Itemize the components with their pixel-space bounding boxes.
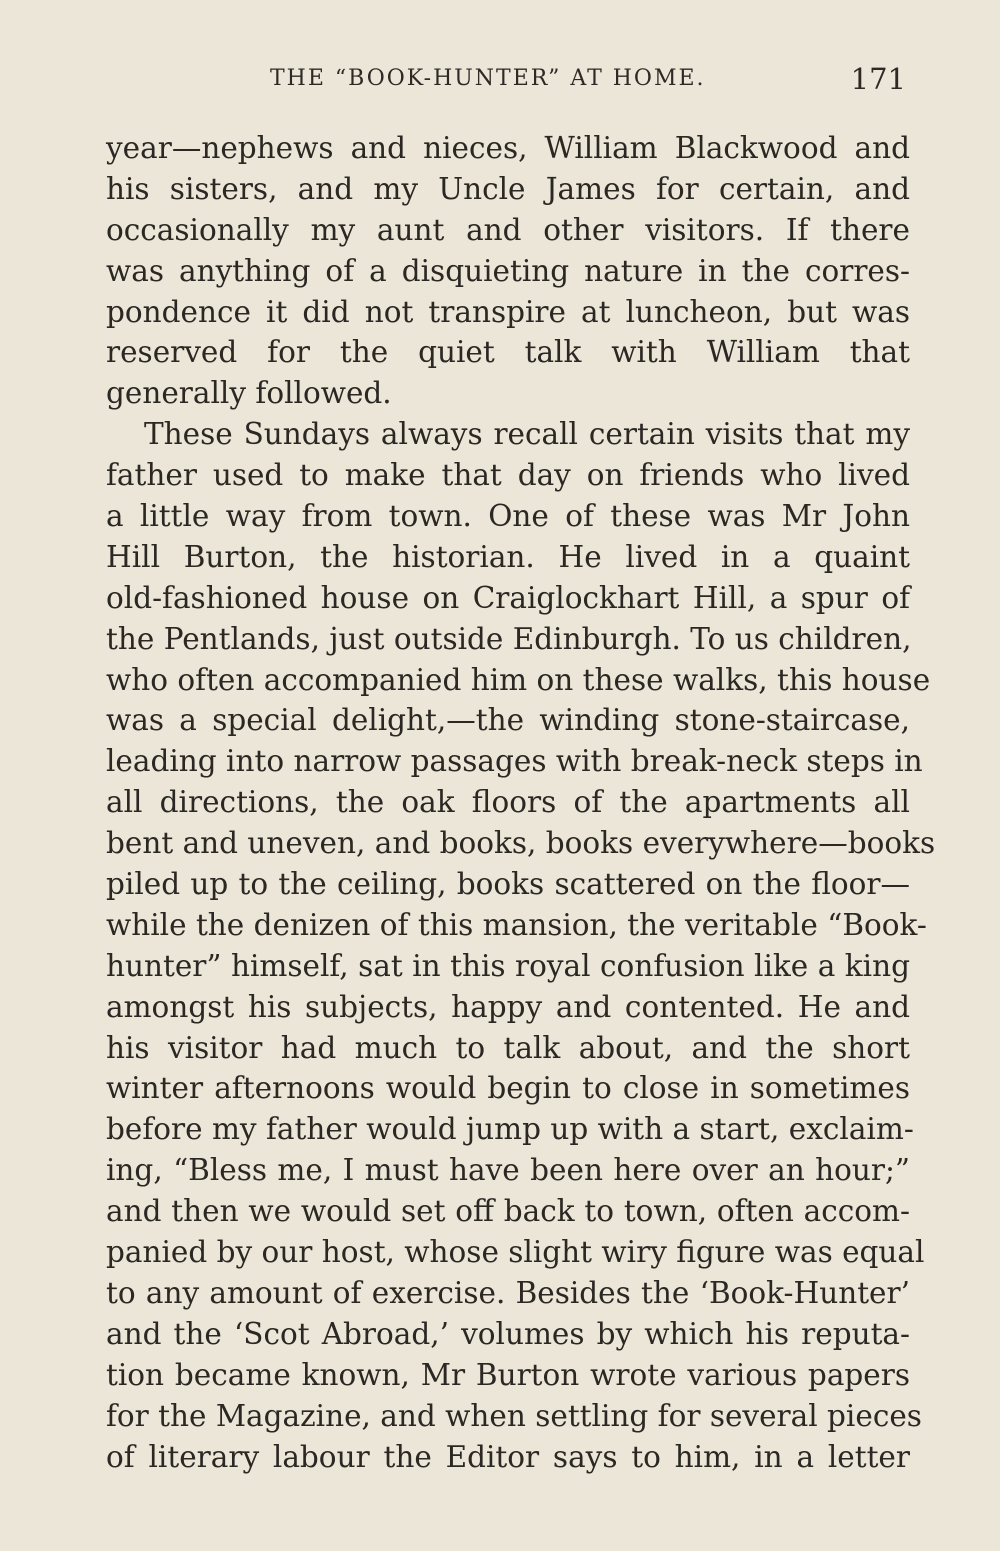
text-line: tion became known, Mr Burton wrote various papers <box>106 1357 910 1392</box>
text-line: for the Magazine, and when settling for several pieces <box>106 1398 922 1433</box>
text-line: piled up to the ceiling, books scattered on the floor— <box>106 867 910 902</box>
text-line: generally followed. <box>106 376 392 411</box>
text-line: and then we would set off back to town, often accom- <box>106 1194 910 1229</box>
text-line: was anything of a disquieting nature in the corres- <box>106 253 910 288</box>
text-line: while the denizen of this mansion, the veritable “Book- <box>106 907 927 942</box>
text-line: occasionally my aunt and other visitors. If there <box>106 212 910 247</box>
text-line: amongst his subjects, happy and contented. He and <box>106 989 910 1024</box>
text-line: reserved for the quiet talk with William that <box>106 335 910 370</box>
text-line: These Sundays always recall certain visits that my <box>144 417 910 452</box>
text-line: old-fashioned house on Craiglockhart Hill, a spur of <box>106 580 910 615</box>
text-line: who often accompanied him on these walks, this house <box>106 662 931 697</box>
body-text <box>106 128 936 1477</box>
text-line: year—nephews and nieces, William Blackwood and <box>106 131 910 165</box>
text-line: and the ‘Scot Abroad,’ volumes by which his reputa- <box>106 1316 910 1351</box>
text-line: pondence it did not transpire at luncheon, but was <box>106 294 910 329</box>
text-line: hunter” himself, sat in this royal confusion like a king <box>106 948 910 983</box>
text-line: his visitor had much to talk about, and the short <box>106 1030 910 1065</box>
text-line: all directions, the oak floors of the apartments all <box>106 785 910 820</box>
text-line: before my father would jump up with a start, exclaim- <box>106 1112 914 1147</box>
text-line: panied by our host, whose slight wiry figure was equal <box>106 1235 925 1270</box>
running-head-title: THE “BOOK-HUNTER” AT HOME. <box>270 66 706 91</box>
text-line: Hill Burton, the historian. He lived in a quaint <box>106 539 910 574</box>
text-line: of literary labour the Editor says to him, in a letter <box>106 1439 910 1474</box>
text-line: father used to make that day on friends who lived <box>106 458 910 493</box>
text-line: to any amount of exercise. Besides the ‘Book-Hunter’ <box>106 1275 910 1310</box>
text-line: winter afternoons would begin to close in sometimes <box>106 1071 910 1106</box>
text-line: bent and uneven, and books, books everywhere—books <box>106 826 936 861</box>
page-number: 171 <box>850 62 906 96</box>
text-line: ing, “Bless me, I must have been here over an hour;” <box>106 1153 910 1188</box>
text-line: the Pentlands, just outside Edinburgh. To us children, <box>106 621 912 656</box>
text-line: was a special delight,—the winding stone-staircase, <box>106 703 910 738</box>
text-line: a little way from town. One of these was Mr John <box>106 499 910 534</box>
text-line: leading into narrow passages with break-neck steps in <box>106 744 923 779</box>
text-line: his sisters, and my Uncle James for certain, and <box>106 171 910 206</box>
